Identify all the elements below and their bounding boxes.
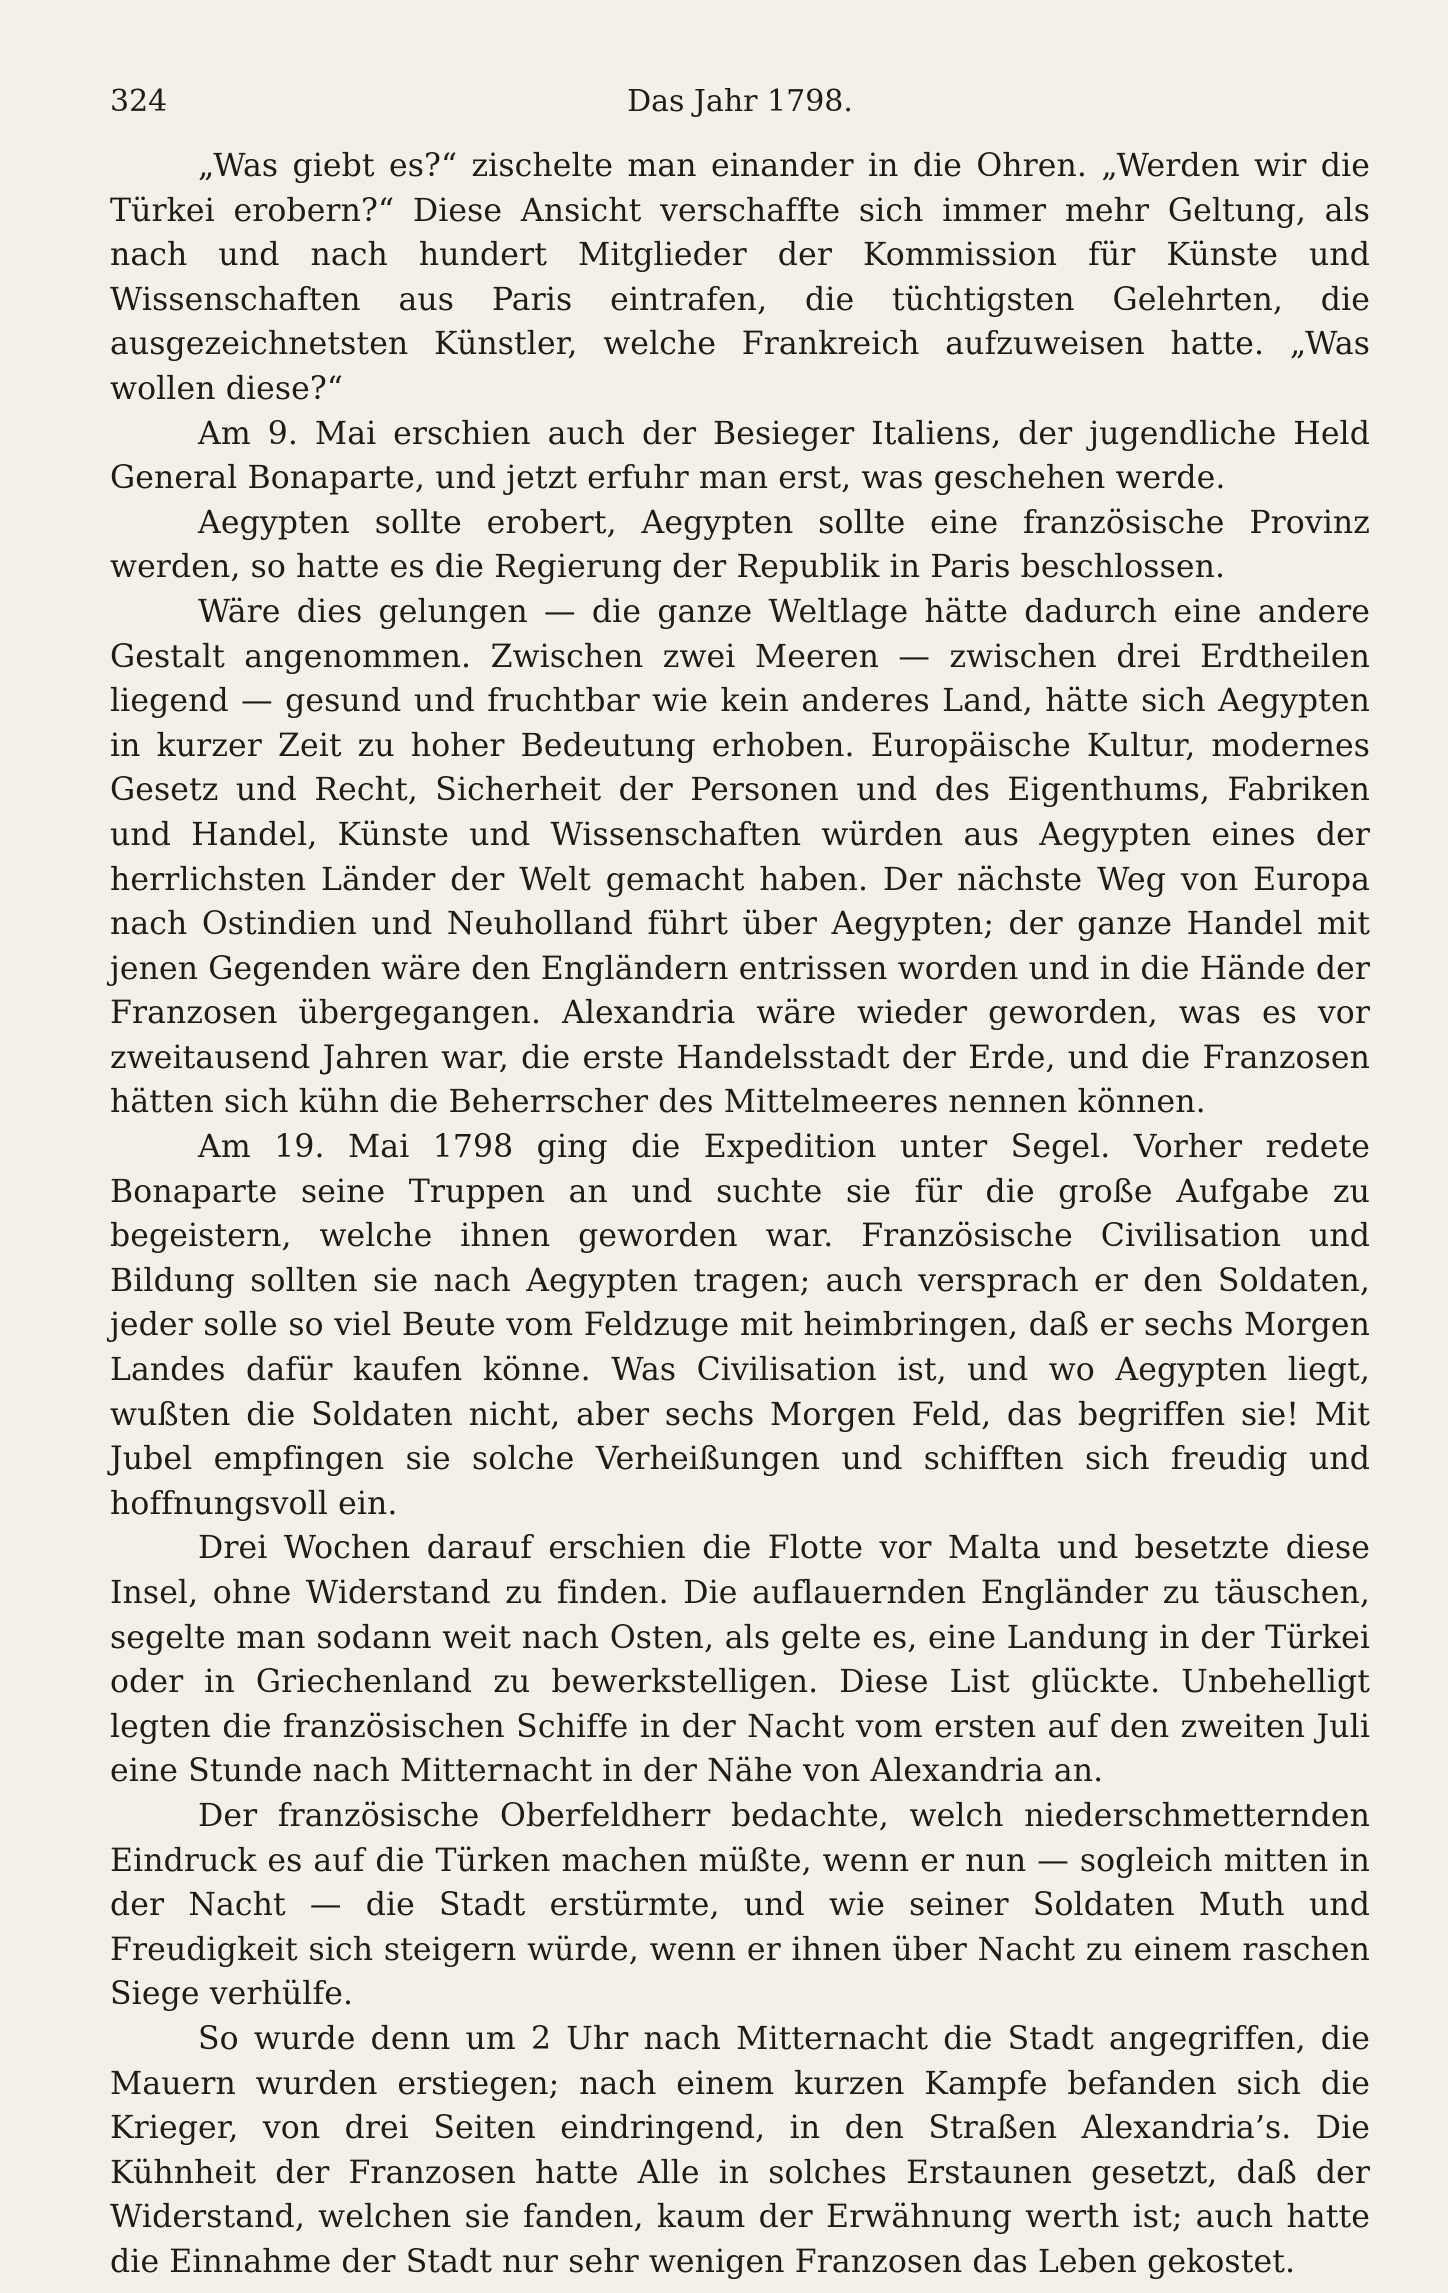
paragraph: So wurde denn um 2 Uhr nach Mitternacht die Stadt angegriffen, die Mauern wurden erstiegen; nach einem kurzen Kampfe befanden sich die Krieger, von drei Seiten eindringend, in den Straßen Alexandria’s. Die Kühnheit der Franzosen hatte Alle in solches Erstaunen gesetzt, daß der Widerstand, welchen sie fanden, kaum der Erwähnung werth ist; auch hatte die Einnahme der Stadt nur sehr wenigen Franzosen das Leben gekostet.: [110, 2020, 1370, 2280]
paragraph: Am 19. Mai 1798 ging die Expedition unter Segel. Vorher redete Bonaparte seine Truppen an und suchte sie für die große Aufgabe zu begeistern, welche ihnen geworden war. Französische Civilisation und Bildung sollten sie nach Aegypten tragen; auch versprach er den Soldaten, jeder solle so viel Beute vom Feldzuge mit heimbringen, daß er sechs Morgen Landes dafür kaufen könne. Was Civilisation ist, und wo Aegypten liegt, wußten die Soldaten nicht, aber sechs Morgen Feld, das begriffen sie! Mit Jubel empfingen sie solche Verheißungen und schifften sich freudig und hoffnungsvoll ein.: [110, 1129, 1370, 1522]
page-number: 324: [110, 84, 168, 119]
paragraph: Drei Wochen darauf erschien die Flotte vor Malta und besetzte diese Insel, ohne Widerstand zu finden. Die auflauernden Engländer zu täuschen, segelte man sodann weit nach Osten, als gelte es, eine Landung in der Türkei oder in Griechenland zu bewerkstelligen. Diese List glückte. Unbehelligt legten die französischen Schiffe in der Nacht vom ersten auf den zweiten Juli eine Stunde nach Mitternacht in der Nähe von Alexandria an.: [110, 1530, 1370, 1790]
page-header: [110, 84, 1370, 124]
paragraph: Der französische Oberfeldherr bedachte, welch niederschmetternden Eindruck es auf die Türken machen müßte, wenn er nun — sogleich mitten in der Nacht — die Stadt erstürmte, und wie seiner Soldaten Muth und Freudigkeit sich steigern würde, wenn er ihnen über Nacht zu einem raschen Siege verhülfe.: [110, 1797, 1370, 2013]
body-text: [110, 144, 1370, 2285]
paragraph: Am 9. Mai erschien auch der Besieger Italiens, der jugendliche Held General Bonaparte, und jetzt erfuhr man erst, was geschehen werde.: [110, 415, 1370, 497]
running-title: Das Jahr 1798.: [627, 84, 853, 119]
paragraph: „Was giebt es?“ zischelte man einander in die Ohren. „Werden wir die Türkei erobern?“ Diese Ansicht verschaffte sich immer mehr Geltung, als nach und nach hundert Mitglieder der Kommission für Künste und Wissenschaften aus Paris eintrafen, die tüchtigsten Gelehrten, die ausgezeichnetsten Künstler, welche Frankreich aufzuweisen hatte. „Was wollen diese?“: [110, 148, 1370, 407]
paragraph: Wäre dies gelungen — die ganze Weltlage hätte dadurch eine andere Gestalt angenommen. Zwischen zwei Meeren — zwischen drei Erdtheilen liegend — gesund und fruchtbar wie kein anderes Land, hätte sich Aegypten in kurzer Zeit zu hoher Bedeutung erhoben. Europäische Kultur, modernes Gesetz und Recht, Sicherheit der Personen und des Eigenthums, Fabriken und Handel, Künste und Wissenschaften würden aus Aegypten eines der herrlichsten Länder der Welt gemacht haben. Der nächste Weg von Europa nach Ostindien und Neuholland führt über Aegypten; der ganze Handel mit jenen Gegenden wäre den Engländern entrissen worden und in die Hände der Franzosen übergegangen. Alexandria wäre wieder geworden, was es vor zweitausend Jahren war, die erste Handelsstadt der Erde, und die Franzosen hätten sich kühn die Beherrscher des Mittelmeeres nennen können.: [110, 593, 1370, 1121]
paragraph: Aegypten sollte erobert, Aegypten sollte eine französische Provinz werden, so hatte es die Regierung der Republik in Paris beschlossen.: [110, 504, 1370, 586]
